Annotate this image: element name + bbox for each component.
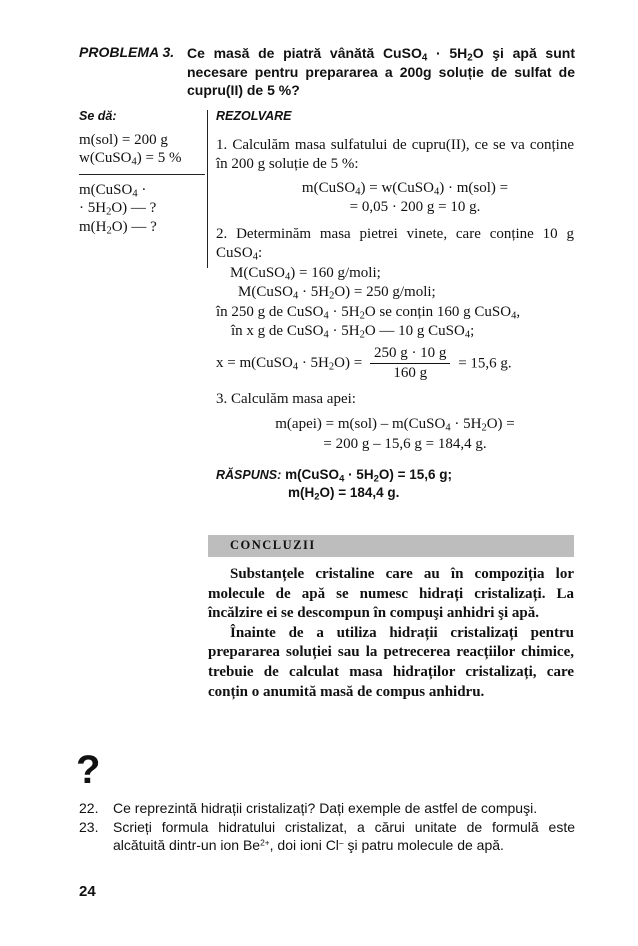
- conclusions-title: CONCLUZII: [230, 538, 316, 552]
- question-text: Scrieți formula hidratului cristalizat, a cărui unitate de formulă este alcătuită dintr-un ion $Be^{2+}$, doi ioni Cl– şi patru molecule de apă.: [113, 818, 575, 853]
- molar-mass-1: M(CuSO$_4$) = 160 g/moli;: [230, 264, 381, 283]
- answer-block: [216, 466, 574, 502]
- equation-3b: = 200 g – 15,6 g = 184,4 g.: [323, 435, 487, 452]
- x-equation: [216, 344, 574, 384]
- step-3-text: 3. Calculăm masa apei:: [216, 390, 356, 407]
- molar-mass-2: M(CuSO$_4$ · $5H_2O) = 250$ g/moli;: [238, 284, 436, 302]
- equation-1a: m(CuSO$_4$) = w(CuSO$_4$) · m(sol) =: [301, 179, 509, 198]
- page-number: 24: [79, 883, 96, 900]
- conclusion-paragraph: Substanțele cristaline care au în compoziția lor molecule de apă se numesc hidrați cristalizați. La încălzire ei se descompun în compuşi anhidri şi apă.: [208, 566, 574, 622]
- given-line: m(sol) = 200 g: [79, 131, 168, 148]
- question-item: [79, 818, 575, 855]
- answer-line-1: m(CuSO$_4$ · $5H_2O) = 15,6$ g;: [285, 467, 452, 485]
- x-equation-left: x = m(CuSO$_4$ · $5H_2O$) =: [216, 354, 363, 373]
- equation-3a: m(apei) = m(sol) – m(CuSO$_4$ · $5H_2O$) =: [275, 416, 515, 434]
- x-fraction: [370, 344, 451, 384]
- question-text: Ce reprezintă hidrații cristalizați? Dați exemple de astfel de compuşi.: [113, 800, 538, 816]
- column-divider: [207, 110, 208, 268]
- given-line: w(CuSO$_4$) = 5 %: [79, 150, 182, 168]
- given-label: Se dă:: [79, 109, 117, 123]
- problem-question: Ce masă de piatră vânătă CuSO$_4$ · $5H_2O$ şi apă sunt necesare pentru prepararea a 200g soluție de sulfat de cupru(II) de 5 %?: [187, 45, 575, 98]
- question-mark-icon: ?: [76, 748, 101, 792]
- x-fraction-denominator: 160 g: [393, 365, 428, 381]
- x-equation-right: = 15,6 g.: [458, 354, 512, 371]
- given-divider: [79, 174, 205, 175]
- given-section: [79, 107, 205, 236]
- questions-list: [79, 799, 575, 855]
- step-1-text: 1. Calculăm masa sulfatului de cupru(II), ce se va conține în 200 g soluție de 5 %:: [216, 136, 574, 172]
- proportion-1: în 250 g de CuSO$_4$ · $5H_2O$ se conțin 160 g CuSO$_4$,: [216, 303, 521, 322]
- unknown-line: · $5H_2O$) — ?: [79, 200, 157, 218]
- conclusions-body: [208, 565, 574, 702]
- question-number: 22.: [79, 800, 99, 816]
- conclusion-paragraph: Înainte de a utiliza hidrații cristalizați pentru prepararea soluției sau la petrecerea reacțiilor chimice, trebuie de calculat masa hidraților cristalizați, care conțin o anumită masă de compus anhidru.: [208, 624, 574, 700]
- solution-label: REZOLVARE: [216, 109, 292, 123]
- unknown-line: m(CuSO$_4$ ·: [79, 181, 147, 200]
- answer-label: RĂSPUNS:: [216, 468, 282, 482]
- unknown-line: $m(H_2O)$ — ?: [79, 218, 157, 237]
- equation-1b: = 0,05 · 200 g = 10 g.: [349, 199, 481, 215]
- question-item: [79, 799, 575, 818]
- proportion-2: în x g de CuSO$_4$ · $5H_2O$ — 10 g CuSO$_4$;: [231, 323, 475, 341]
- answer-line-2: $m(H_2O) = 184,4$ g.: [288, 485, 400, 503]
- question-number: 23.: [79, 818, 99, 835]
- solution-section: [216, 107, 574, 502]
- x-fraction-numerator: 250 g · 10 g: [370, 344, 451, 365]
- problem-label: PROBLEMA 3.: [79, 44, 175, 60]
- step-2-text: 2. Determinăm masa pietrei vinete, care conține 10 g CuSO$_4$:: [216, 225, 574, 263]
